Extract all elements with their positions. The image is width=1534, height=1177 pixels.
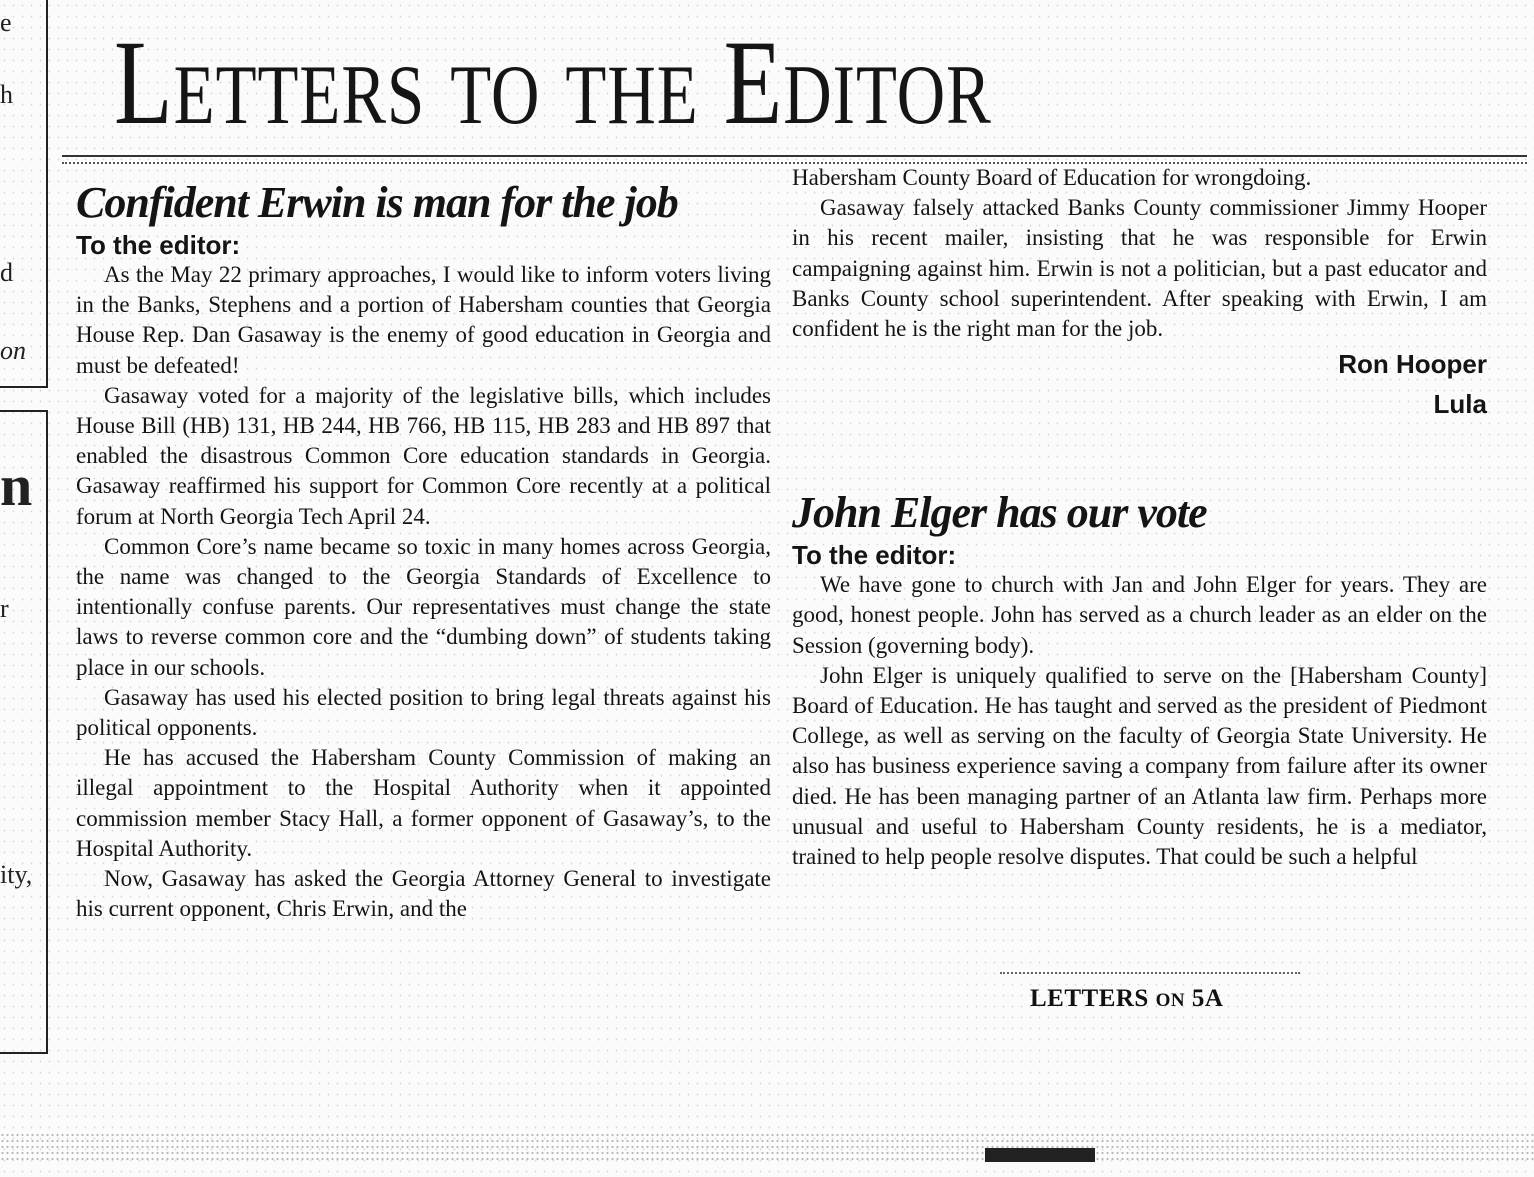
neighbor-fragment: on	[0, 336, 26, 365]
neighbor-fragment: h	[0, 80, 13, 109]
jump-prefix: LETTERS	[1030, 985, 1149, 1012]
scan-noise-strip	[0, 1132, 1534, 1162]
letter-one-continuation: Habersham County Board of Education for wrongdoing.	[792, 165, 1312, 190]
scan-ink-blot	[985, 1148, 1095, 1162]
neighbor-fragment: d	[0, 258, 13, 287]
letter-one-paragraph: As the May 22 primary approaches, I would like to inform voters living in the Banks, Stephens and a portion of Habersham counties that Georgia House Rep. Dan Gasaway is the enemy of good education in Georgia and must be defeated!	[76, 262, 771, 378]
continued-jump-line	[1030, 985, 1223, 1013]
signature-town: Lula	[1433, 389, 1487, 420]
letter-one-paragraph: He has accused the Habersham County Commission of making an illegal appointment to the Hospital Authority when it appointed commission member Stacy Hall, a former opponent of Gasaway’s, to the Hospital Authority.	[76, 745, 771, 861]
neighbor-fragment: r	[0, 594, 9, 623]
neighbor-fragment: ity,	[0, 860, 33, 889]
letter-two-paragraph: We have gone to church with Jan and John Elger for years. They are good, honest people. John has served as a church leader as an elder on the Session (governing body).	[792, 572, 1487, 658]
right-column	[792, 163, 1487, 872]
letter-one-paragraph: Gasaway has used his elected position to bring legal threats against his political opponents.	[76, 684, 771, 741]
neighbor-fragment: n	[0, 453, 33, 518]
letter-one-greeting: To the editor:	[76, 230, 241, 260]
letter-two-paragraph: John Elger is uniquely qualified to serve on the [Habersham County] Board of Education. He has taught and served as the president of Piedmont College, as well as serving on the faculty of Georgia State University. He also has business experience saving a company from failure after its owner died. He has been managing partner of an Atlanta law firm. Perhaps more unusual and useful to Habersham County residents, he is a mediator, trained to help people resolve disputes. That could be such a helpful	[792, 662, 1487, 870]
jump-rule	[1000, 972, 1300, 974]
letter-one-paragraph: Common Core’s name became so toxic in many homes across Georgia, the name was changed to the Georgia Standards of Excellence to intentionally confuse parents. Our representatives must change the state laws to reverse common core and the “dumbing down” of students taking place in our schools.	[76, 533, 771, 680]
neighbor-column-box-top	[0, 0, 48, 388]
section-gap	[792, 424, 1487, 486]
letter-one-column	[76, 176, 771, 924]
neighbor-fragment: e	[0, 8, 12, 37]
letter-one-paragraph: Now, Gasaway has asked the Georgia Attorney General to investigate his current opponent, Chris Erwin, and the	[76, 866, 771, 922]
letter-two-headline: John Elger has our vote	[792, 488, 1207, 538]
letter-one-headline: Confident Erwin is man for the job	[76, 178, 678, 227]
letter-one-paragraph: Gasaway voted for a majority of the legislative bills, which includes House Bill (HB) 131, HB 244, HB 766, HB 115, HB 283 and HB 897 that enabled the disastrous Common Core education standards in Georgia. Gasaway reaffirmed his support for Common Core recently at a political forum at North Georgia Tech April 24.	[76, 382, 771, 529]
page-title: Letters to the Editor	[114, 14, 992, 150]
letter-two-greeting: To the editor:	[792, 540, 957, 571]
letter-one-continuation: Gasaway falsely attacked Banks County commissioner Jimmy Hooper in his recent mailer, insisting that he was responsible for Erwin campaigning against him. Erwin is not a politician, but a past educator and Banks County school superintendent. After speaking with Erwin, I am confident he is the right man for the job.	[792, 195, 1487, 342]
signature-name: Ron Hooper	[1338, 349, 1487, 380]
jump-on: ON	[1155, 990, 1186, 1011]
jump-page: 5A	[1191, 985, 1224, 1012]
